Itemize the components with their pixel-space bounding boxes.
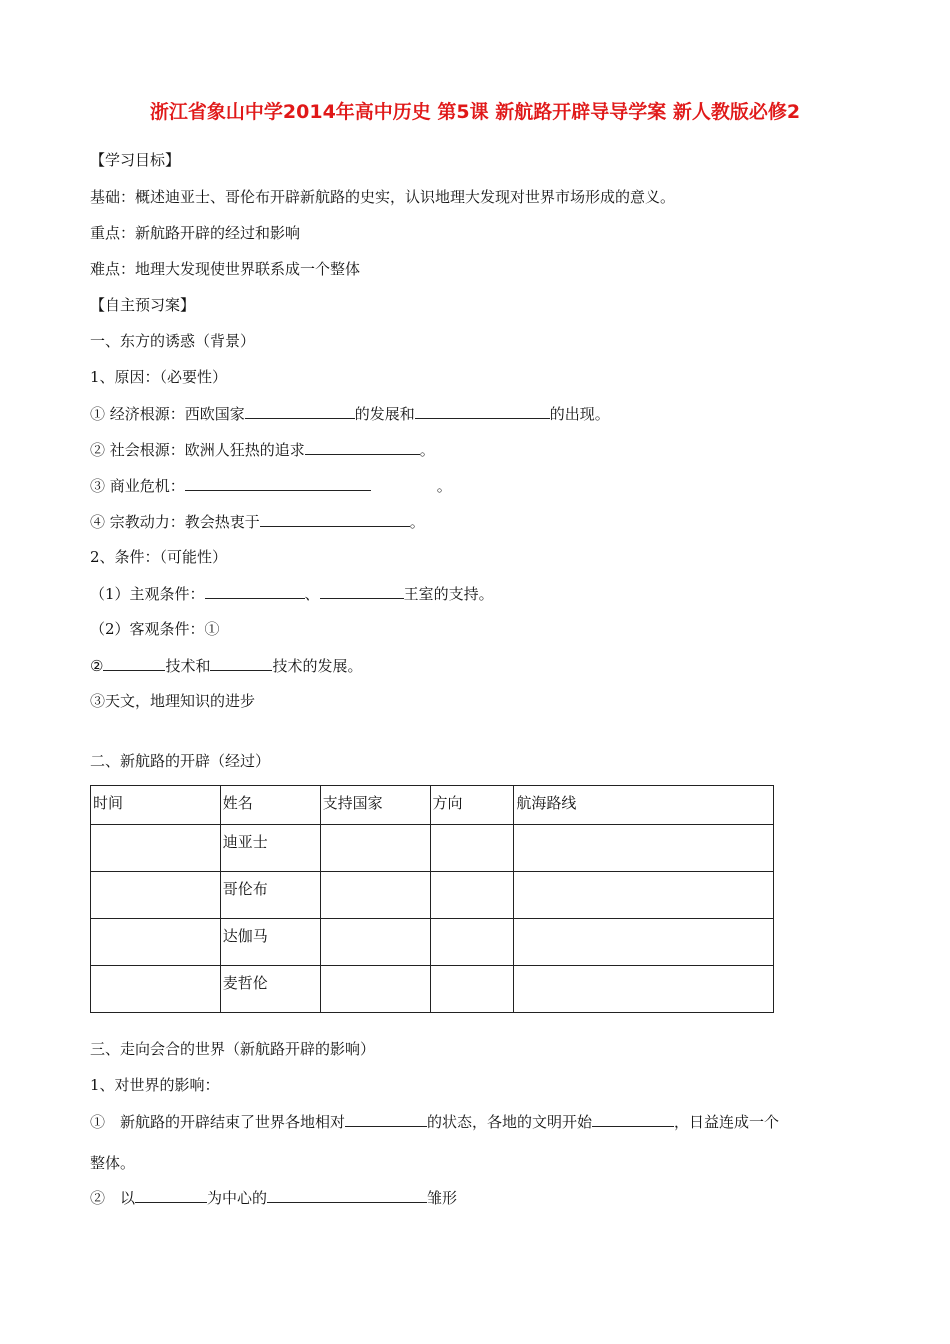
condition-technology: [90, 655, 362, 676]
reason-commercial-text-2: 。: [436, 477, 452, 495]
fill-blank[interactable]: [260, 511, 410, 527]
condition-technology-text-1: ②: [90, 657, 104, 675]
preview-header: 【自主预习案】: [90, 296, 196, 314]
fill-blank[interactable]: [245, 403, 355, 419]
table-cell: 达伽马: [220, 919, 320, 966]
table-row: [91, 966, 774, 1013]
table-cell: 迪亚士: [220, 825, 320, 872]
fill-blank[interactable]: [305, 439, 420, 455]
table-cell[interactable]: [91, 872, 221, 919]
table-cell: 麦哲伦: [220, 966, 320, 1013]
section2-heading: 二、新航路的开辟（经过）: [90, 752, 271, 770]
voyages-table: [90, 785, 774, 1013]
reason-commercial-text-1: ③ 商业危机：: [90, 477, 185, 495]
table-cell[interactable]: [430, 872, 514, 919]
impact-isolation-text-3: ，日益连成一个: [674, 1113, 780, 1131]
reason-economic: [90, 403, 610, 424]
impact-isolation: [90, 1111, 779, 1132]
table-cell[interactable]: [514, 919, 774, 966]
section1-heading: 一、东方的诱惑（背景）: [90, 332, 256, 350]
table-cell[interactable]: [320, 825, 430, 872]
condition-subjective-text-3: 王室的支持。: [403, 585, 494, 603]
reason-religious: [90, 511, 425, 532]
impact-isolation-text-2: 的状态，各地的文明开始: [427, 1113, 593, 1131]
impact-market: [90, 1187, 457, 1208]
fill-blank[interactable]: [210, 655, 272, 671]
table-cell[interactable]: [430, 919, 514, 966]
column-header: 时间: [91, 786, 221, 825]
reason-economic-text-1: ① 经济根源：西欧国家: [90, 405, 245, 423]
goal-basic: 基础：概述迪亚士、哥伦布开辟新航路的史实，认识地理大发现对世界市场形成的意义。: [90, 188, 676, 206]
reasons-heading: 1、原因：（必要性）: [90, 368, 228, 386]
condition-knowledge: ③天文，地理知识的进步: [90, 692, 256, 710]
table-cell[interactable]: [320, 872, 430, 919]
goal-difficult: 难点：地理大发现使世界联系成一个整体: [90, 260, 361, 278]
impact-isolation-cont: 整体。: [90, 1154, 136, 1172]
fill-blank[interactable]: [185, 475, 371, 491]
condition-technology-text-2: 技术和: [165, 657, 211, 675]
table-cell[interactable]: [320, 919, 430, 966]
table-cell[interactable]: [514, 825, 774, 872]
reason-religious-text-2: 。: [409, 513, 425, 531]
table-cell[interactable]: [320, 966, 430, 1013]
table-cell[interactable]: [430, 966, 514, 1013]
condition-subjective: [90, 583, 494, 604]
goal-key: 重点：新航路开辟的经过和影响: [90, 224, 301, 242]
condition-subjective-text-2: 、: [304, 585, 320, 603]
reason-social-text-1: ② 社会根源：欧洲人狂热的追求: [90, 441, 305, 459]
fill-blank[interactable]: [135, 1187, 207, 1203]
column-header: 方向: [430, 786, 514, 825]
table-cell[interactable]: [514, 872, 774, 919]
table-row: [91, 919, 774, 966]
table-cell[interactable]: [430, 825, 514, 872]
condition-technology-text-3: 技术的发展。: [272, 657, 363, 675]
reason-economic-text-3: 的出现。: [549, 405, 610, 423]
table-cell: 哥伦布: [220, 872, 320, 919]
impact-isolation-text-1: ① 新航路的开辟结束了世界各地相对: [90, 1113, 346, 1131]
table-cell[interactable]: [514, 966, 774, 1013]
reason-economic-text-2: 的发展和: [354, 405, 415, 423]
fill-blank[interactable]: [415, 403, 550, 419]
condition-subjective-text-1: （1）主观条件：: [90, 585, 205, 603]
table-cell[interactable]: [91, 919, 221, 966]
reason-social: [90, 439, 435, 460]
page-title: 浙江省象山中学2014年高中历史 第5课 新航路开辟导导学案 新人教版必修2: [149, 101, 801, 123]
table-row: [91, 872, 774, 919]
reason-commercial: [90, 475, 452, 496]
fill-blank[interactable]: [267, 1187, 427, 1203]
table-cell[interactable]: [91, 966, 221, 1013]
fill-blank[interactable]: [103, 655, 165, 671]
fill-blank[interactable]: [592, 1111, 674, 1127]
condition-objective: （2）客观条件：①: [90, 620, 220, 638]
section3-heading: 三、走向会合的世界（新航路开辟的影响）: [90, 1040, 376, 1058]
impact-market-text-1: ② 以: [90, 1189, 136, 1207]
table-header-row: [91, 786, 774, 825]
fill-blank[interactable]: [205, 583, 305, 599]
reason-social-text-2: 。: [419, 441, 435, 459]
impact-market-text-2: 为中心的: [207, 1189, 268, 1207]
fill-blank[interactable]: [320, 583, 404, 599]
impact-market-text-3: 雏形: [427, 1189, 458, 1207]
column-header: 姓名: [220, 786, 320, 825]
fill-blank[interactable]: [345, 1111, 427, 1127]
column-header: 支持国家: [320, 786, 430, 825]
column-header: 航海路线: [514, 786, 774, 825]
reason-religious-text-1: ④ 宗教动力：教会热衷于: [90, 513, 260, 531]
impact-heading: 1、对世界的影响：: [90, 1076, 220, 1094]
table-row: [91, 825, 774, 872]
conditions-heading: 2、条件：（可能性）: [90, 548, 228, 566]
goals-header: 【学习目标】: [90, 151, 181, 169]
table-cell[interactable]: [91, 825, 221, 872]
